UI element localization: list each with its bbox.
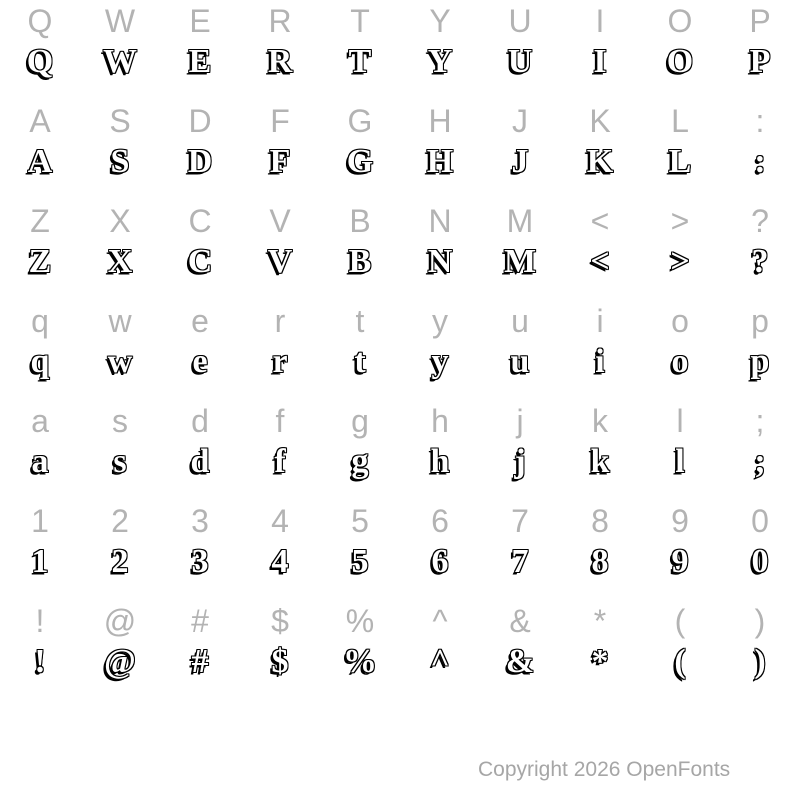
reference-glyph: : [755,103,765,139]
reference-glyph: s [112,403,128,439]
specimen-glyph: W [103,43,137,80]
specimen-glyph: B [348,243,372,280]
reference-glyph: I [595,3,605,39]
specimen-glyph: k [590,443,610,480]
specimen-glyph: ? [751,243,769,280]
reference-glyph: l [676,403,684,439]
specimen-glyph: l [675,443,685,480]
specimen-glyph: E [188,43,212,80]
specimen-glyph: j [514,443,526,480]
specimen-glyph: # [191,643,209,680]
specimen-glyph: A [27,143,53,180]
reference-glyph: H [428,103,452,139]
reference-glyph: ) [754,603,766,639]
specimen-glyph: M [503,243,537,280]
reference-glyph: a [31,403,49,439]
specimen-glyph: a [31,443,49,480]
reference-glyph: 8 [591,503,609,539]
reference-glyph: ( [674,603,686,639]
reference-glyph: N [428,203,452,239]
specimen-glyph: X [107,243,133,280]
specimen-glyph: < [590,243,610,280]
specimen-row-uppercase-bottom [0,239,800,300]
reference-glyph: O [667,3,693,39]
reference-glyph: w [108,303,132,339]
reference-glyph: h [431,403,449,439]
specimen-glyph: u [510,343,530,380]
reference-glyph: j [516,403,524,439]
specimen-glyph: 0 [751,543,769,580]
reference-glyph: u [511,303,529,339]
specimen-glyph: q [30,343,50,380]
reference-glyph: g [351,403,369,439]
copyright-text: Copyright 2026 OpenFonts [478,758,731,781]
reference-glyph: i [596,303,604,339]
specimen-glyph: w [107,343,133,380]
specimen-row-uppercase-home [0,139,800,200]
reference-glyph: V [269,203,291,239]
specimen-glyph: 1 [31,543,49,580]
reference-glyph: q [31,303,49,339]
reference-glyph: G [347,103,373,139]
reference-glyph: f [275,403,285,439]
specimen-row-lowercase-top [0,339,800,400]
reference-glyph: * [593,603,607,639]
glyph-row-pair-digits [0,500,800,600]
reference-glyph: % [345,603,375,639]
specimen-glyph: 5 [351,543,369,580]
reference-glyph: Q [27,3,53,39]
reference-glyph: 3 [191,503,209,539]
reference-glyph: A [29,103,51,139]
specimen-glyph: ^ [430,643,450,680]
specimen-glyph: V [267,243,293,280]
reference-glyph: 1 [31,503,49,539]
reference-glyph: p [751,303,769,339]
reference-glyph: C [188,203,212,239]
specimen-glyph: : [754,143,766,180]
specimen-glyph: e [192,343,208,380]
reference-glyph: 7 [511,503,529,539]
specimen-glyph: C [187,243,213,280]
specimen-glyph: % [343,643,377,680]
specimen-glyph: d [190,443,210,480]
reference-glyph: Y [429,3,451,39]
specimen-glyph: h [430,443,450,480]
reference-row-digits [0,500,800,539]
specimen-glyph: S [110,143,130,180]
specimen-glyph: f [274,443,286,480]
reference-glyph: L [671,103,689,139]
reference-glyph: P [749,3,771,39]
specimen-glyph: $ [271,643,289,680]
glyph-row-pair-uppercase-bottom [0,200,800,300]
reference-glyph: X [109,203,131,239]
reference-glyph: $ [271,603,289,639]
reference-glyph: M [506,203,534,239]
reference-glyph: y [432,303,448,339]
specimen-row-lowercase-home [0,439,800,500]
specimen-glyph: ( [674,643,686,680]
reference-row-uppercase-home [0,100,800,139]
specimen-glyph: N [427,243,453,280]
specimen-row-symbols [0,639,800,700]
reference-row-lowercase-top [0,300,800,339]
specimen-glyph: Y [427,43,453,80]
specimen-glyph: K [586,143,614,180]
specimen-glyph: I [593,43,607,80]
specimen-glyph: H [426,143,454,180]
specimen-row-digits [0,539,800,600]
reference-row-uppercase-top [0,0,800,39]
reference-glyph: o [671,303,689,339]
reference-glyph: @ [103,603,137,639]
specimen-glyph: g [351,443,369,480]
specimen-glyph: D [187,143,213,180]
reference-glyph: r [274,303,286,339]
reference-glyph: e [191,303,209,339]
reference-glyph: 6 [431,503,449,539]
reference-row-uppercase-bottom [0,200,800,239]
reference-row-lowercase-home [0,400,800,439]
reference-glyph: 5 [351,503,369,539]
reference-glyph: B [349,203,371,239]
reference-row-symbols [0,600,800,639]
specimen-glyph: @ [104,643,136,680]
glyph-row-pair-symbols [0,600,800,700]
specimen-glyph: Q [26,43,54,80]
specimen-glyph: J [511,143,529,180]
reference-glyph: 0 [751,503,769,539]
specimen-glyph: * [591,643,609,680]
specimen-row-uppercase-top [0,39,800,100]
specimen-glyph: 7 [511,543,529,580]
reference-glyph: < [590,203,610,239]
specimen-glyph: 9 [671,543,689,580]
specimen-glyph: 2 [111,543,129,580]
specimen-glyph: Z [28,243,52,280]
reference-glyph: 9 [671,503,689,539]
specimen-glyph: ) [754,643,766,680]
specimen-glyph: U [507,43,533,80]
reference-glyph: ! [35,603,45,639]
reference-glyph: W [104,3,136,39]
specimen-glyph: L [668,143,692,180]
specimen-glyph: o [671,343,689,380]
glyph-row-pair-lowercase-top [0,300,800,400]
reference-glyph: K [589,103,611,139]
reference-glyph: T [350,3,370,39]
reference-glyph: D [188,103,212,139]
specimen-glyph: i [595,343,605,380]
specimen-glyph: > [670,243,690,280]
specimen-glyph: 4 [271,543,289,580]
reference-glyph: t [355,303,365,339]
reference-glyph: 2 [111,503,129,539]
specimen-glyph: ; [754,443,766,480]
reference-glyph: k [592,403,608,439]
specimen-glyph: r [272,343,288,380]
specimen-glyph: 8 [591,543,609,580]
specimen-glyph: 3 [191,543,209,580]
specimen-glyph: t [354,343,366,380]
specimen-glyph: p [750,343,770,380]
specimen-glyph: & [505,643,535,680]
specimen-glyph: y [431,343,449,380]
reference-glyph: > [670,203,690,239]
reference-glyph: # [191,603,209,639]
reference-glyph: R [268,3,292,39]
specimen-glyph: ! [34,643,46,680]
specimen-glyph: O [666,43,694,80]
specimen-glyph: F [269,143,291,180]
reference-glyph: ^ [432,603,448,639]
specimen-glyph: 6 [431,543,449,580]
reference-glyph: J [512,103,528,139]
specimen-glyph: G [346,143,374,180]
specimen-glyph: R [267,43,293,80]
specimen-glyph: T [348,43,372,80]
reference-glyph: U [508,3,532,39]
glyph-row-pair-lowercase-home [0,400,800,500]
glyph-row-pair-uppercase-top [0,0,800,100]
reference-glyph: d [191,403,209,439]
reference-glyph: 4 [271,503,289,539]
reference-glyph: Z [30,203,50,239]
reference-glyph: E [189,3,211,39]
reference-glyph: S [109,103,131,139]
reference-glyph: ; [755,403,765,439]
glyph-row-pair-uppercase-home [0,100,800,200]
specimen-glyph: s [113,443,127,480]
reference-glyph: & [509,603,531,639]
reference-glyph: ? [751,203,769,239]
reference-glyph: F [270,103,290,139]
specimen-glyph: P [749,43,771,80]
